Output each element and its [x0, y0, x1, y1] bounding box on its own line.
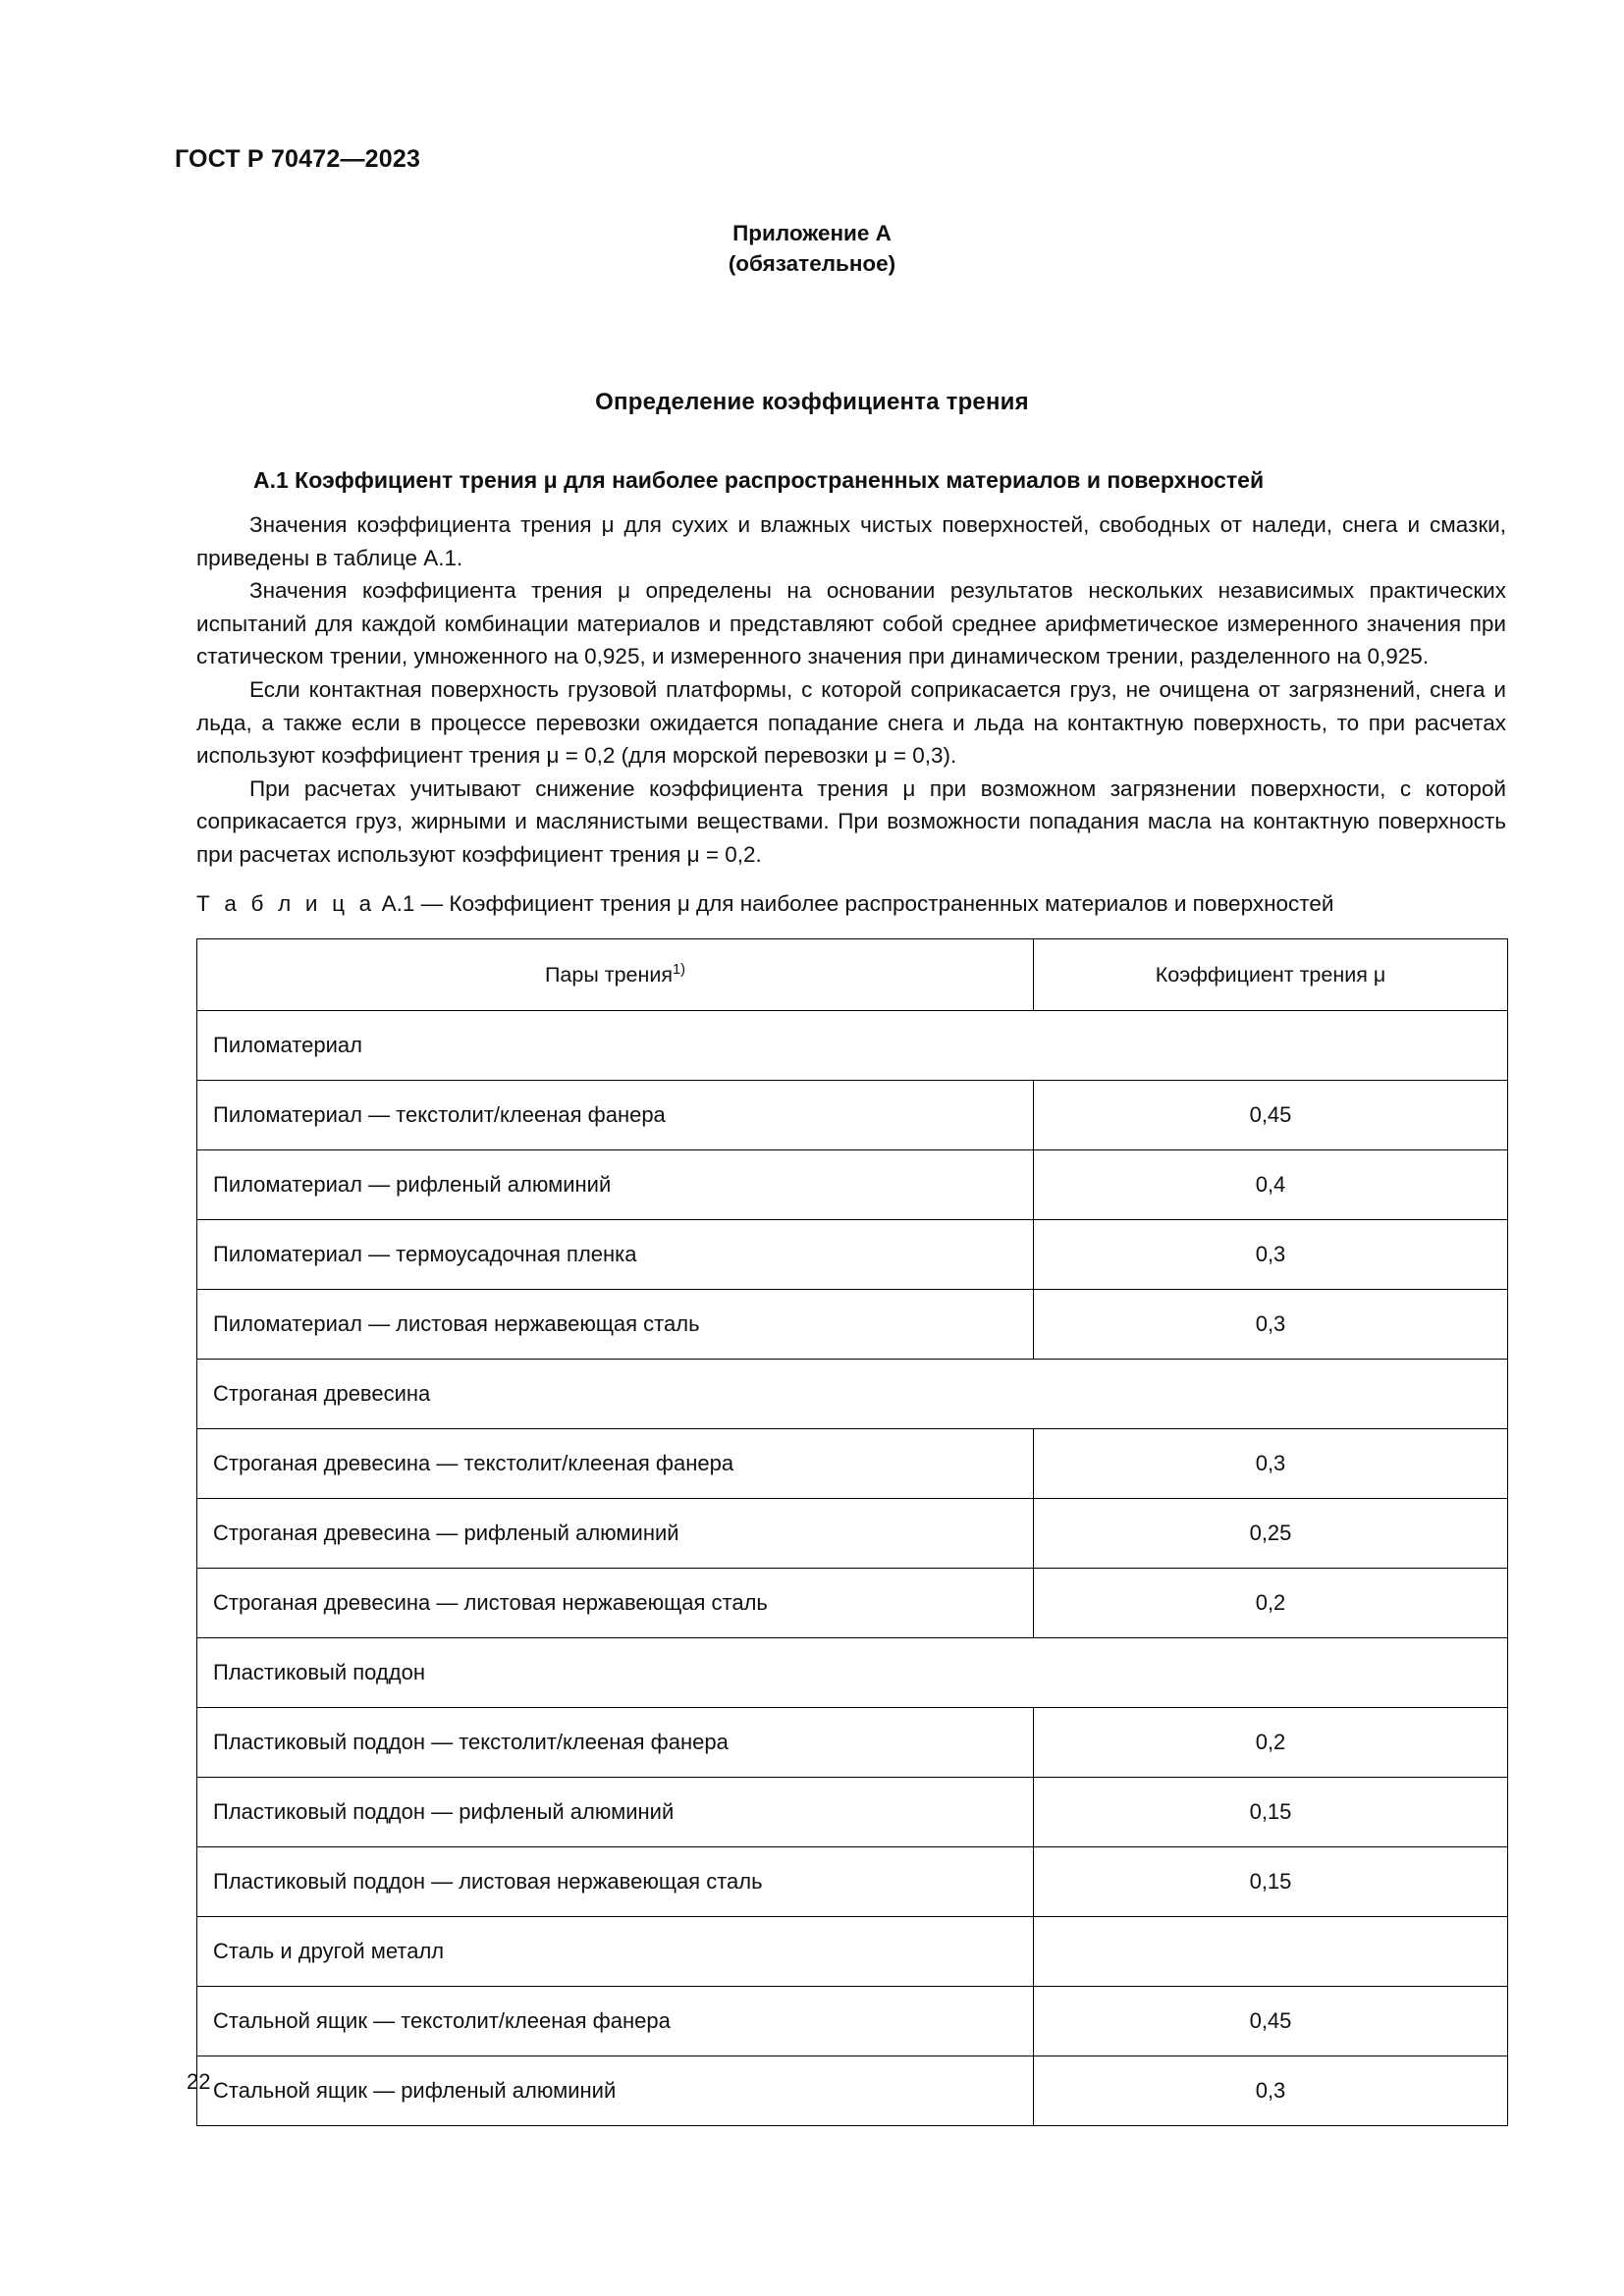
table-cell-friction-pair: Стальной ящик — рифленый алюминий [197, 2056, 1034, 2126]
table-body [197, 1011, 1508, 2126]
footnote-marker: 1) [673, 961, 686, 978]
table-cell-coefficient-value: 0,15 [1034, 1778, 1508, 1847]
table-cell-friction-pair: Пиломатериал — листовая нержавеющая сталь [197, 1290, 1034, 1360]
annex-label: Приложение А [732, 221, 892, 245]
table-cell-friction-pair: Строганая древесина — рифленый алюминий [197, 1499, 1034, 1569]
paragraph-3: Если контактная поверхность грузовой платформы, с которой соприкасается груз, не очищена от загрязнений, снега и льда, а также если в процессе перевозки ожидается попадание снега и льда на контактную поверхность, то при расчетах используют коэффициент трения μ = 0,2 (для морской перевозки μ = 0,3). [196, 676, 1506, 769]
table-row [197, 1778, 1508, 1847]
table-row [197, 1429, 1508, 1499]
column-header-friction-pairs-label: Пары трения [544, 962, 674, 987]
table-cell-friction-pair: Стальной ящик — текстолит/клееная фанера [197, 1987, 1034, 2056]
column-header-friction-pairs [197, 939, 1034, 1011]
table-row [197, 1081, 1508, 1150]
section-body-text [196, 508, 1506, 872]
table-cell-coefficient-value: 0,15 [1034, 1847, 1508, 1917]
table-group-label: Пиломатериал [197, 1011, 1508, 1081]
section-heading-a1: А.1 Коэффициент трения μ для наиболее распространенных материалов и поверхностей [253, 467, 1265, 493]
table-row [197, 1499, 1508, 1569]
table-row [197, 1011, 1508, 1081]
table-cell-friction-pair: Пластиковый поддон — рифленый алюминий [197, 1778, 1034, 1847]
table-cell-coefficient-value: 0,3 [1034, 1290, 1508, 1360]
table-cell-friction-pair: Пластиковый поддон — текстолит/клееная фанера [197, 1708, 1034, 1778]
table-row [197, 1708, 1508, 1778]
table-cell-coefficient-value: 0,3 [1034, 1429, 1508, 1499]
friction-coefficient-table [196, 938, 1508, 2126]
table-row [197, 1638, 1508, 1708]
table-cell-friction-pair: Пиломатериал — текстолит/клееная фанера [197, 1081, 1034, 1150]
table-cell-coefficient-value: 0,2 [1034, 1569, 1508, 1638]
table-caption [196, 891, 1333, 917]
table-cell-coefficient-value: 0,2 [1034, 1708, 1508, 1778]
paragraph-4: При расчетах учитывают снижение коэффициента трения μ при возможном загрязнении поверхности, с которой соприкасается груз, жирными и маслянистыми веществами. При возможности попадания масла на контактную поверхность при расчетах используют коэффициент трения μ = 0,2. [196, 775, 1506, 867]
table-row [197, 1290, 1508, 1360]
table-caption-number: А.1 [381, 891, 415, 916]
table-header-row [197, 939, 1508, 1011]
paragraph-1: Значения коэффициента трения μ для сухих и влажных чистых поверхностей, свободных от наледи, снега и смазки, приведены в таблице А.1. [196, 512, 1506, 570]
standard-number-header: ГОСТ Р 70472—2023 [175, 145, 421, 173]
table-cell-friction-pair: Строганая древесина — листовая нержавеющая сталь [197, 1569, 1034, 1638]
annex-status: (обязательное) [728, 251, 896, 276]
annex-title: Определение коэффициента трения [595, 389, 1029, 415]
table-row [197, 1360, 1508, 1429]
table-cell-coefficient-value: 0,4 [1034, 1150, 1508, 1220]
table-row [197, 2056, 1508, 2126]
table-row [197, 1917, 1508, 1987]
table-cell-friction-pair: Сталь и другой металл [197, 1917, 1034, 1987]
table-cell-coefficient-value: 0,25 [1034, 1499, 1508, 1569]
table-cell-friction-pair: Строганая древесина — текстолит/клееная фанера [197, 1429, 1034, 1499]
table-group-label: Строганая древесина [197, 1360, 1508, 1429]
table-row [197, 1847, 1508, 1917]
table-group-label: Пластиковый поддон [197, 1638, 1508, 1708]
page-number: 22 [187, 2069, 211, 2094]
table-caption-word: Т а б л и ц а [196, 891, 376, 916]
table-row [197, 1569, 1508, 1638]
table-cell-coefficient-value: 0,45 [1034, 1081, 1508, 1150]
table-cell-friction-pair: Пиломатериал — термоусадочная пленка [197, 1220, 1034, 1290]
table-row [197, 1220, 1508, 1290]
table-cell-friction-pair: Пластиковый поддон — листовая нержавеющая сталь [197, 1847, 1034, 1917]
column-header-friction-coefficient: Коэффициент трения μ [1034, 939, 1508, 1011]
table-row [197, 1987, 1508, 2056]
paragraph-2: Значения коэффициента трения μ определены на основании результатов нескольких независимых практических испытаний для каждой комбинации материалов и представляют собой среднее арифметическое измеренного значения при статическом трении, умноженного на 0,925, и измеренного значения при динамическом трении, разделенного на 0,925. [196, 578, 1506, 669]
table-cell-coefficient-value: 0,3 [1034, 1220, 1508, 1290]
table-cell-coefficient-value: 0,3 [1034, 2056, 1508, 2126]
table-cell-coefficient-value [1034, 1917, 1508, 1987]
table-caption-text: — Коэффициент трения μ для наиболее распространенных материалов и поверхностей [420, 891, 1334, 916]
annex-block [0, 218, 1624, 279]
table-cell-friction-pair: Пиломатериал — рифленый алюминий [197, 1150, 1034, 1220]
table-row [197, 1150, 1508, 1220]
table-cell-coefficient-value: 0,45 [1034, 1987, 1508, 2056]
table-head [197, 939, 1508, 1011]
